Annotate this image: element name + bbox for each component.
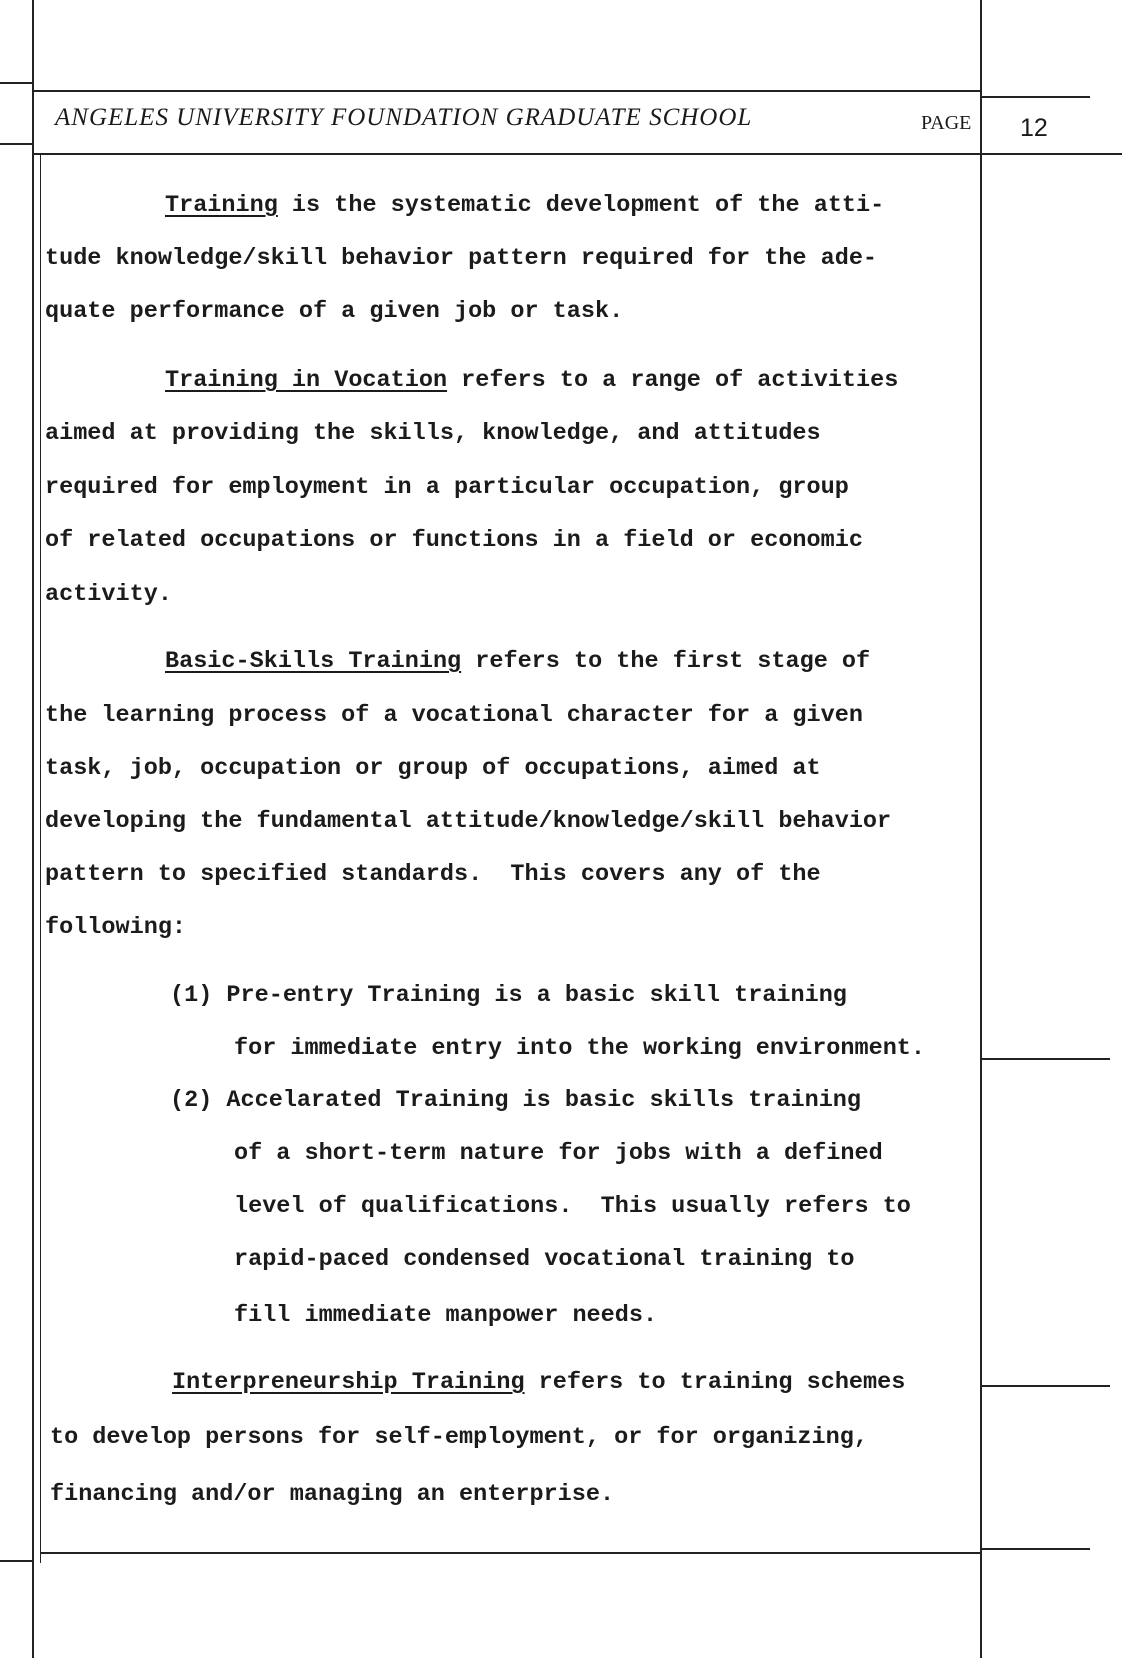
p2-line-1: Training in Vocation refers to a range of activities (165, 367, 899, 394)
p1-line-3: quate performance of a given job or task. (45, 298, 624, 325)
p2-line-2: aimed at providing the skills, knowledge, and attitudes (45, 420, 821, 447)
page-number: 12 (1020, 114, 1048, 142)
p3-line-3: task, job, occupation or group of occupations, aimed at (45, 755, 821, 782)
item-2-line-5: fill immediate manpower needs. (234, 1302, 658, 1329)
right-margin-tick-3 (980, 1548, 1090, 1550)
frame-right-vertical (980, 0, 982, 1658)
right-margin-tick-2 (980, 1385, 1110, 1387)
left-margin-tick-top (0, 82, 32, 84)
item-1-line-2: for immediate entry into the working environment. (234, 1035, 926, 1062)
frame-left-vertical (32, 0, 34, 1658)
p1-line-2: tude knowledge/skill behavior pattern required for the ade- (45, 245, 878, 272)
p1-line-1: Training is the systematic development of the atti- (165, 192, 885, 219)
left-margin-tick-2 (0, 143, 32, 145)
p3-line-1: Basic-Skills Training refers to the first stage of (165, 648, 871, 675)
p2-line-5: activity. (45, 581, 172, 608)
body-left-vertical (40, 153, 41, 1563)
header-bottom-line (32, 153, 1122, 155)
item-2-line-2: of a short-term nature for jobs with a defined (234, 1140, 883, 1167)
term-training-in-vocation: Training in Vocation (165, 367, 448, 394)
p3-line-2: the learning process of a vocational character for a given (45, 702, 863, 729)
term-training: Training (165, 192, 278, 219)
term-interpreneurship-training: Interpreneurship Training (172, 1369, 525, 1396)
p3-line-4: developing the fundamental attitude/knowledge/skill behavior (45, 808, 892, 835)
term-basic-skills-training: Basic-Skills Training (165, 648, 462, 675)
p2-line-4: of related occupations or functions in a field or economic (45, 527, 863, 554)
p4-line-2: to develop persons for self-employment, or for organizing, (50, 1424, 868, 1451)
footer-line (40, 1552, 980, 1554)
item-2-line-4: rapid-paced condensed vocational training to (234, 1246, 855, 1273)
item-2-line-3: level of qualifications. This usually refers to (234, 1193, 911, 1220)
p2-line-3: required for employment in a particular occupation, group (45, 474, 849, 501)
page-box-top-line (980, 96, 1090, 98)
p4-line-1: Interpreneurship Training refers to training schemes (172, 1369, 906, 1396)
p3-line-5: pattern to specified standards. This covers any of the (45, 861, 821, 888)
left-margin-tick-bottom (0, 1560, 32, 1562)
right-margin-tick-1 (980, 1058, 1110, 1060)
item-1-line-1: (1) Pre-entry Training is a basic skill training (170, 982, 847, 1009)
school-name-header: ANGELES UNIVERSITY FOUNDATION GRADUATE SCHOOL (55, 104, 753, 131)
p3-line-6: following: (45, 914, 187, 941)
header-top-line (32, 90, 980, 92)
p4-line-3: financing and/or managing an enterprise. (50, 1481, 615, 1508)
item-2-line-1: (2) Accelarated Training is basic skills training (170, 1087, 862, 1114)
page-label: PAGE (921, 112, 972, 134)
